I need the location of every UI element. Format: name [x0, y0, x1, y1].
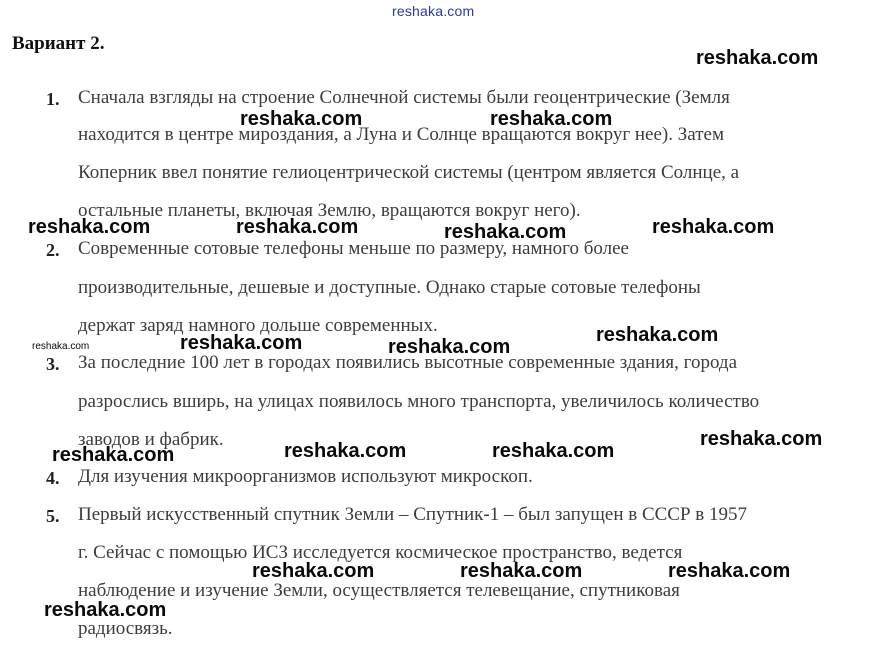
watermark: reshaka.com: [252, 560, 375, 582]
item-number: 1.: [46, 89, 60, 109]
watermark: reshaka.com: [388, 336, 511, 358]
watermark-small: reshaka.com: [32, 341, 90, 352]
watermark: reshaka.com: [596, 324, 719, 346]
site-url[interactable]: reshaka.com: [392, 3, 475, 19]
watermark: reshaka.com: [444, 221, 567, 243]
watermark: reshaka.com: [240, 108, 363, 130]
item-number: 2.: [46, 240, 60, 260]
item-text-line: Первый искусственный спутник Земли – Спутник-1 – был запущен в СССР в 1957: [78, 504, 748, 525]
item-text-line: Сначала взгляды на строение Солнечной системы были геоцентрические (Земля: [78, 87, 730, 108]
watermark: reshaka.com: [52, 444, 175, 466]
watermark: reshaka.com: [668, 560, 791, 582]
watermark: reshaka.com: [652, 216, 775, 238]
item-number: 3.: [46, 354, 60, 374]
item-text-line: Для изучения микроорганизмов используют микроскоп.: [78, 466, 533, 487]
item-text-line: разрослись вширь, на улицах появилось много транспорта, увеличилось количество: [78, 391, 760, 412]
item-text-line: г. Сейчас с помощью ИСЗ исследуется космическое пространство, ведется: [78, 542, 683, 563]
item-text-line: держат заряд намного дольше современных.: [78, 315, 438, 336]
item-text-line: радиосвязь.: [78, 618, 173, 639]
watermark: reshaka.com: [44, 599, 167, 621]
watermark: reshaka.com: [180, 332, 303, 354]
item-text-line: производительные, дешевые и доступные. Однако старые сотовые телефоны: [78, 277, 701, 298]
item-text-line: находится в центре мироздания, а Луна и Солнце вращаются вокруг нее). Затем: [78, 124, 724, 145]
watermark: reshaka.com: [284, 440, 407, 462]
watermark: reshaka.com: [490, 108, 613, 130]
item-text-line: остальные планеты, включая Землю, вращаются вокруг него).: [78, 200, 581, 221]
watermark: reshaka.com: [28, 216, 151, 238]
variant-title: Вариант 2.: [12, 33, 105, 54]
watermark: reshaka.com: [460, 560, 583, 582]
item-number: 5.: [46, 506, 60, 526]
item-text-line: Современные сотовые телефоны меньше по размеру, намного более: [78, 238, 629, 259]
item-text-line: заводов и фабрик.: [78, 429, 224, 450]
watermark: reshaka.com: [696, 47, 819, 69]
item-text-line: наблюдение и изучение Земли, осуществляется телевещание, спутниковая: [78, 580, 680, 601]
watermark: reshaka.com: [236, 216, 359, 238]
watermark: reshaka.com: [492, 440, 615, 462]
item-text-line: За последние 100 лет в городах появились высотные современные здания, города: [78, 352, 737, 373]
watermark: reshaka.com: [700, 428, 823, 450]
item-text-line: Коперник ввел понятие гелиоцентрической системы (центром является Солнце, а: [78, 162, 740, 183]
item-number: 4.: [46, 468, 60, 488]
